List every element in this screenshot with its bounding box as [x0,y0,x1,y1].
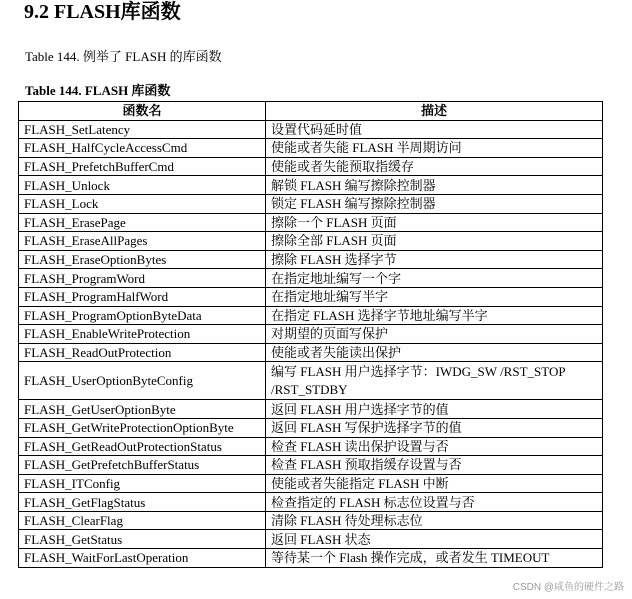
description-cell: 擦除一个 FLASH 页面 [266,213,603,232]
table-row [19,325,603,344]
description-cell: 返回 FLASH 写保护选择字节的值 [266,418,603,437]
table-row [19,511,603,530]
function-name-cell: FLASH_SetLatency [19,120,266,139]
table-row [19,139,603,158]
header-description: 描述 [266,102,603,121]
description-cell: 返回 FLASH 状态 [266,530,603,549]
table-row [19,530,603,549]
table-row [19,493,603,512]
section-title: 9.2 FLASH库函数 [24,1,181,23]
function-name-cell: FLASH_ProgramWord [19,269,266,288]
function-name-cell: FLASH_GetFlagStatus [19,493,266,512]
description-cell: 等待某一个 Flash 操作完成，或者发生 TIMEOUT [266,549,603,568]
function-name-cell: FLASH_ProgramHalfWord [19,287,266,306]
function-name-cell: FLASH_EraseOptionBytes [19,250,266,269]
description-cell: 设置代码延时值 [266,120,603,139]
description-cell: 解锁 FLASH 编写擦除控制器 [266,176,603,195]
description-cell: 在指定 FLASH 选择字节地址编写半字 [266,306,603,325]
function-name-cell: FLASH_ErasePage [19,213,266,232]
description-cell: 对期望的页面写保护 [266,325,603,344]
description-cell: 在指定地址编写半字 [266,287,603,306]
table-row [19,157,603,176]
table-header-row [19,102,603,121]
function-name-cell: FLASH_GetStatus [19,530,266,549]
intro-text: Table 144. 例举了 FLASH 的库函数 [25,49,222,64]
function-name-cell: FLASH_UserOptionByteConfig [19,362,266,400]
function-name-cell: FLASH_HalfCycleAccessCmd [19,139,266,158]
table-row [19,232,603,251]
description-cell: 擦除 FLASH 选择字节 [266,250,603,269]
description-cell: 使能或者失能预取指缓存 [266,157,603,176]
table-row [19,343,603,362]
function-name-cell: FLASH_Lock [19,194,266,213]
function-name-cell: FLASH_ClearFlag [19,511,266,530]
table-row [19,269,603,288]
function-name-cell: FLASH_ProgramOptionByteData [19,306,266,325]
function-name-cell: FLASH_WaitForLastOperation [19,549,266,568]
table-row [19,456,603,475]
table-row [19,418,603,437]
description-cell: 检查 FLASH 预取指缓存设置与否 [266,456,603,475]
table-row [19,362,603,400]
function-name-cell: FLASH_GetWriteProtectionOptionByte [19,418,266,437]
table-row [19,120,603,139]
function-name-cell: FLASH_GetReadOutProtectionStatus [19,437,266,456]
table-row [19,250,603,269]
description-cell: 返回 FLASH 用户选择字节的值 [266,400,603,419]
description-cell: 编写 FLASH 用户选择字节：IWDG_SW /RST_STOP /RST_STDBY [266,362,603,400]
watermark: CSDN @咸鱼的硬件之路 [512,582,624,593]
function-name-cell: FLASH_PrefetchBufferCmd [19,157,266,176]
description-cell: 使能或者失能指定 FLASH 中断 [266,474,603,493]
function-name-cell: FLASH_GetPrefetchBufferStatus [19,456,266,475]
table-row [19,400,603,419]
function-name-cell: FLASH_EnableWriteProtection [19,325,266,344]
flash-function-table [18,101,603,568]
function-name-cell: FLASH_ReadOutProtection [19,343,266,362]
table-row [19,474,603,493]
header-function-name: 函数名 [19,102,266,121]
function-name-cell: FLASH_Unlock [19,176,266,195]
description-cell: 擦除全部 FLASH 页面 [266,232,603,251]
table-row [19,194,603,213]
table-row [19,306,603,325]
description-cell: 清除 FLASH 待处理标志位 [266,511,603,530]
description-cell: 检查 FLASH 读出保护设置与否 [266,437,603,456]
function-name-cell: FLASH_ITConfig [19,474,266,493]
table-row [19,213,603,232]
table-row [19,176,603,195]
table-row [19,287,603,306]
description-cell: 使能或者失能 FLASH 半周期访问 [266,139,603,158]
description-cell: 检查指定的 FLASH 标志位设置与否 [266,493,603,512]
description-cell: 在指定地址编写一个字 [266,269,603,288]
description-cell: 锁定 FLASH 编写擦除控制器 [266,194,603,213]
function-name-cell: FLASH_GetUserOptionByte [19,400,266,419]
description-cell: 使能或者失能读出保护 [266,343,603,362]
table-row [19,437,603,456]
table-row [19,549,603,568]
table-caption: Table 144. FLASH 库函数 [25,83,171,98]
function-name-cell: FLASH_EraseAllPages [19,232,266,251]
